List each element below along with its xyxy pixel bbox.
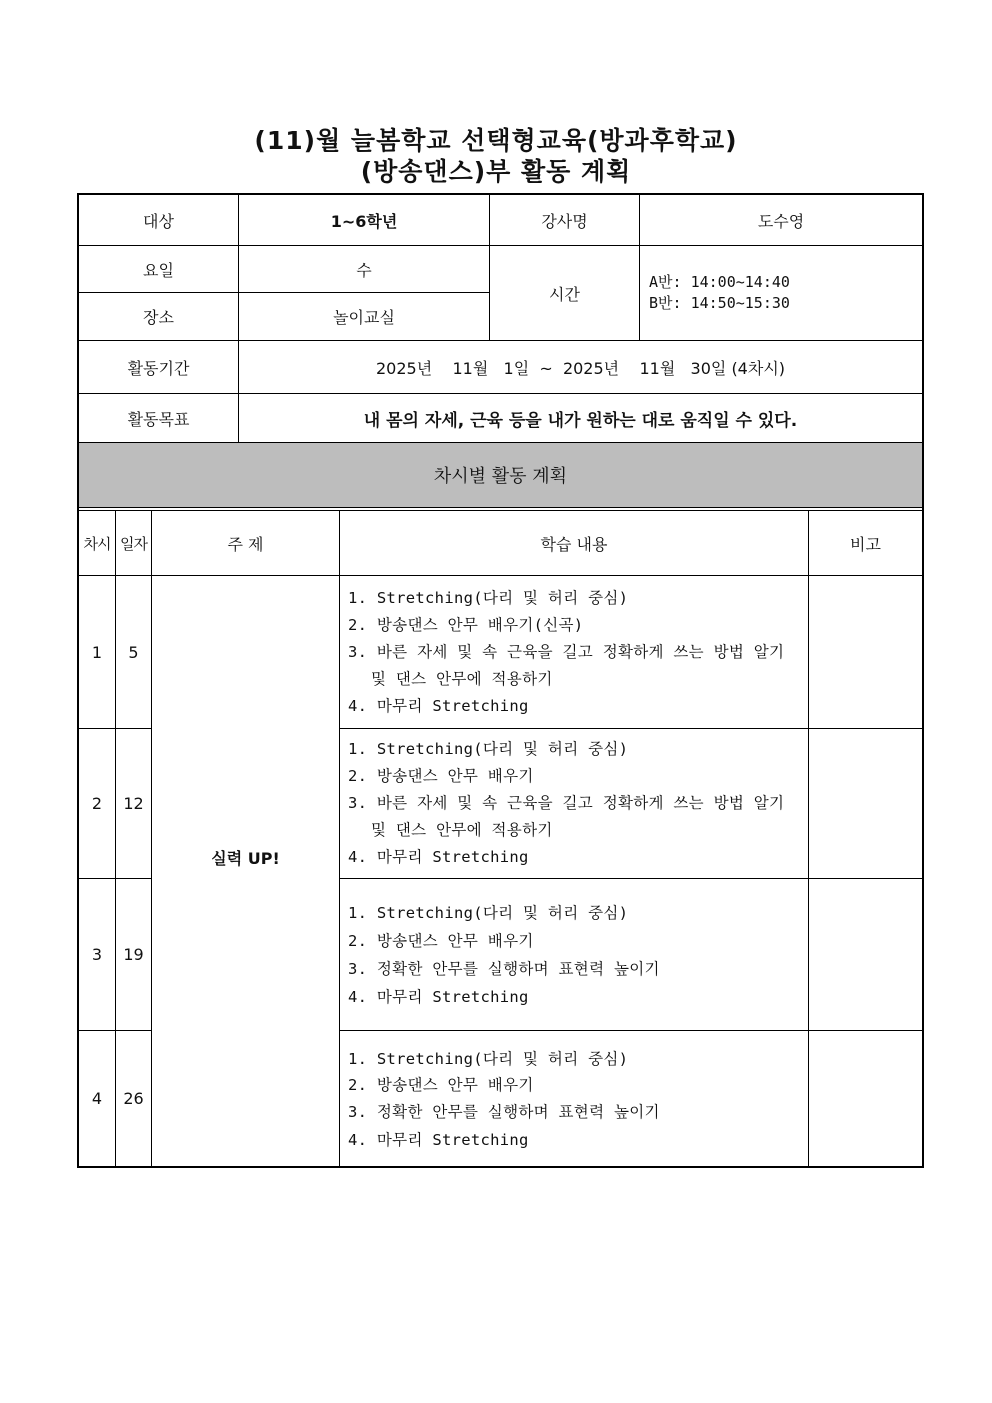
session-note bbox=[809, 1031, 922, 1166]
column-header-date: 일자 bbox=[120, 534, 147, 553]
content-line: 3. 바른 자세 및 속 근육을 길고 정확하게 쓰는 방법 알기 bbox=[348, 794, 785, 812]
day-value: 수 bbox=[356, 260, 372, 280]
content-line: 1. Stretching(다리 및 허리 중심) bbox=[348, 740, 629, 758]
session-note bbox=[809, 729, 922, 878]
instructor-label: 강사명 bbox=[541, 211, 588, 231]
content-line: 2. 방송댄스 안무 배우기(신곡) bbox=[348, 616, 584, 634]
period-value: 2025년 11월 1일 ~ 2025년 11월 30일 (4차시) bbox=[375, 358, 786, 378]
content-line: 3. 정확한 안무를 실행하며 표현력 높이기 bbox=[348, 960, 660, 978]
column-header-note: 비고 bbox=[850, 534, 881, 554]
target-label: 대상 bbox=[143, 211, 174, 231]
session-content bbox=[348, 1046, 806, 1154]
document-title-line2: (방송댄스)부 활동 계획 bbox=[360, 157, 632, 186]
content-line: 2. 방송댄스 안무 배우기 bbox=[348, 1076, 534, 1094]
section-header: 차시별 활동 계획 bbox=[433, 466, 568, 487]
column-header-session: 차시 bbox=[83, 534, 111, 553]
content-line: 2. 방송댄스 안무 배우기 bbox=[348, 767, 534, 785]
session-note bbox=[809, 576, 922, 728]
time-class-b: B반: 14:50~15:30 bbox=[649, 294, 790, 312]
session-date: 12 bbox=[123, 794, 144, 813]
session-number: 3 bbox=[91, 945, 103, 964]
day-label: 요일 bbox=[143, 260, 174, 280]
place-label: 장소 bbox=[143, 308, 174, 327]
content-line: 2. 방송댄스 안무 배우기 bbox=[348, 932, 534, 950]
session-number: 2 bbox=[91, 794, 103, 813]
target-value: 1~6학년 bbox=[330, 211, 398, 231]
content-line: 1. Stretching(다리 및 허리 중심) bbox=[348, 904, 629, 922]
content-line: 4. 마무리 Stretching bbox=[348, 697, 529, 715]
divider bbox=[79, 507, 922, 508]
document-title-line1: (11)월 늘봄학교 선택형교육(방과후학교) bbox=[254, 126, 738, 155]
session-content bbox=[348, 585, 806, 720]
session-number: 1 bbox=[91, 642, 103, 662]
goal-value: 내 몸의 자세, 근육 등을 내가 원하는 대로 움직일 수 있다. bbox=[363, 410, 798, 431]
theme-cell: 실력 UP! bbox=[211, 849, 280, 868]
session-date: 26 bbox=[123, 1089, 144, 1108]
divider bbox=[339, 510, 340, 1166]
content-line: 1. Stretching(다리 및 허리 중심) bbox=[348, 589, 629, 607]
content-line: 4. 마무리 Stretching bbox=[348, 988, 529, 1006]
time-class-a: A반: 14:00~14:40 bbox=[649, 273, 790, 291]
place-value: 놀이교실 bbox=[333, 308, 395, 327]
column-header-theme: 주 제 bbox=[227, 534, 264, 554]
goal-label: 활동목표 bbox=[127, 409, 190, 429]
period-label: 활동기간 bbox=[127, 358, 190, 378]
session-number: 4 bbox=[91, 1089, 103, 1108]
session-content bbox=[348, 899, 806, 1011]
instructor-value: 도수영 bbox=[757, 211, 805, 231]
content-line: 4. 마무리 Stretching bbox=[348, 848, 529, 866]
content-line: 3. 바른 자세 및 속 근육을 길고 정확하게 쓰는 방법 알기 bbox=[348, 643, 785, 661]
column-header-content: 학습 내용 bbox=[540, 534, 608, 554]
session-content bbox=[348, 736, 806, 871]
content-line: 1. Stretching(다리 및 허리 중심) bbox=[348, 1050, 629, 1068]
time-label: 시간 bbox=[549, 284, 580, 304]
session-date: 5 bbox=[128, 642, 139, 662]
content-line: 3. 정확한 안무를 실행하며 표현력 높이기 bbox=[348, 1103, 660, 1121]
content-line: 및 댄스 안무에 적용하기 bbox=[371, 670, 553, 688]
time-values bbox=[640, 246, 922, 340]
session-note bbox=[809, 879, 922, 1030]
content-line: 및 댄스 안무에 적용하기 bbox=[371, 821, 553, 839]
session-date: 19 bbox=[123, 945, 144, 964]
content-line: 4. 마무리 Stretching bbox=[348, 1131, 529, 1149]
